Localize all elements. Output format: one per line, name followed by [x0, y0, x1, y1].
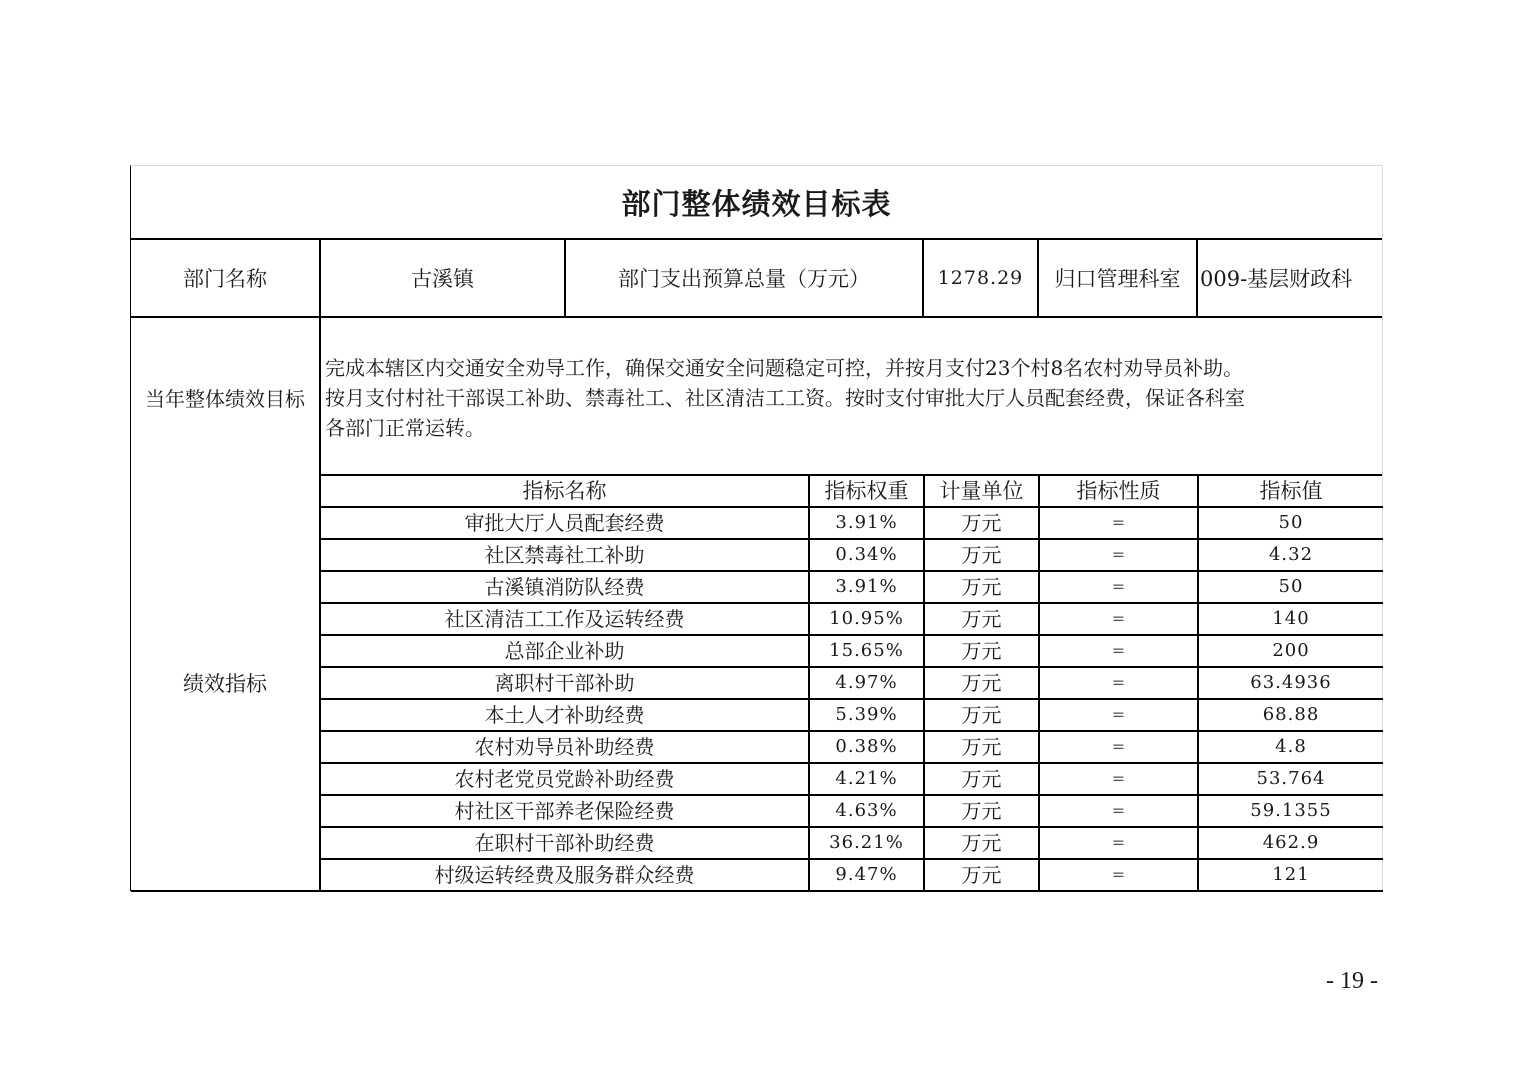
indicator-name: 本土人才补助经费: [320, 699, 809, 731]
indicator-value: 200: [1198, 635, 1383, 667]
indicator-nature: =: [1039, 763, 1198, 795]
indicator-unit: 万元: [924, 635, 1039, 667]
indicator-unit: 万元: [924, 539, 1039, 571]
indicator-nature: =: [1039, 667, 1198, 699]
table-title: 部门整体绩效目标表: [131, 166, 1382, 240]
indicator-unit: 万元: [924, 859, 1039, 891]
table-row: [320, 507, 1383, 539]
indicator-name: 总部企业补助: [320, 635, 809, 667]
mgmt-value: 009-基层财政科: [1196, 240, 1382, 318]
indicator-unit: 万元: [924, 763, 1039, 795]
indicator-nature: =: [1039, 827, 1198, 859]
goal-label: 当年整体绩效目标: [145, 386, 305, 411]
indicator-weight: 0.34%: [809, 539, 924, 571]
budget-label: 部门支出预算总量（万元）: [564, 240, 922, 318]
indicator-nature: =: [1039, 699, 1198, 731]
indicator-value: 63.4936: [1198, 667, 1383, 699]
page-number: - 19 -: [1326, 968, 1378, 994]
goal-text: [319, 318, 1382, 476]
indicator-name: 审批大厅人员配套经费: [320, 507, 809, 539]
indicator-weight: 4.63%: [809, 795, 924, 827]
goal-line: 按月支付村社干部误工补助、禁毒社工、社区清洁工工资。按时支付审批大厅人员配套经费，保证各科室: [325, 386, 1245, 410]
indicator-unit: 万元: [924, 731, 1039, 763]
indicator-unit: 万元: [924, 795, 1039, 827]
indicator-weight: 9.47%: [809, 859, 924, 891]
indicator-nature: =: [1039, 603, 1198, 635]
indicator-name: 离职村干部补助: [320, 667, 809, 699]
indicator-value: 140: [1198, 603, 1383, 635]
indicator-name: 农村老党员党龄补助经费: [320, 763, 809, 795]
indicator-weight: 3.91%: [809, 507, 924, 539]
col-header: 指标性质: [1039, 476, 1198, 507]
indicator-value: 4.32: [1198, 539, 1383, 571]
indicator-name: 村社区干部养老保险经费: [320, 795, 809, 827]
indicator-unit: 万元: [924, 667, 1039, 699]
indicator-name: 社区禁毒社工补助: [320, 539, 809, 571]
table-row: [320, 539, 1383, 571]
indicator-weight: 5.39%: [809, 699, 924, 731]
table-row: [320, 635, 1383, 667]
table-row: [320, 667, 1383, 699]
table-row: [320, 571, 1383, 603]
indicator-unit: 万元: [924, 603, 1039, 635]
table-row: [320, 795, 1383, 827]
indicator-name: 农村劝导员补助经费: [320, 731, 809, 763]
indicator-name: 社区清洁工工作及运转经费: [320, 603, 809, 635]
indicators-table: [319, 476, 1383, 892]
indicator-nature: =: [1039, 795, 1198, 827]
indicator-value: 59.1355: [1198, 795, 1383, 827]
table-row: [320, 763, 1383, 795]
table-row: [320, 859, 1383, 891]
col-header: 指标权重: [809, 476, 924, 507]
indicators-header-row: [320, 476, 1383, 507]
col-header: 计量单位: [924, 476, 1039, 507]
indicator-unit: 万元: [924, 827, 1039, 859]
goal-lines: [325, 353, 1245, 443]
indicator-value: 50: [1198, 571, 1383, 603]
table-row: [320, 731, 1383, 763]
indicator-value: 462.9: [1198, 827, 1383, 859]
indicator-weight: 4.21%: [809, 763, 924, 795]
indicator-value: 68.88: [1198, 699, 1383, 731]
indicator-weight: 4.97%: [809, 667, 924, 699]
table-row: [320, 827, 1383, 859]
goal-line: 各部门正常运转。: [325, 416, 485, 440]
indicator-unit: 万元: [924, 699, 1039, 731]
indicator-weight: 15.65%: [809, 635, 924, 667]
indicator-nature: =: [1039, 859, 1198, 891]
indicator-unit: 万元: [924, 507, 1039, 539]
indicator-nature: =: [1039, 571, 1198, 603]
dept-name-value: 古溪镇: [319, 240, 564, 318]
indicator-value: 53.764: [1198, 763, 1383, 795]
col-header: 指标名称: [320, 476, 809, 507]
indicators-label: 绩效指标: [131, 476, 319, 892]
goal-line: 完成本辖区内交通安全劝导工作，确保交通安全问题稳定可控，并按月支付23个村8名农村劝导员补助。: [325, 356, 1244, 380]
indicator-weight: 36.21%: [809, 827, 924, 859]
indicator-value: 4.8: [1198, 731, 1383, 763]
mgmt-label: 归口管理科室: [1037, 240, 1196, 318]
indicator-nature: =: [1039, 635, 1198, 667]
col-header: 指标值: [1198, 476, 1383, 507]
table-row: [320, 603, 1383, 635]
indicator-value: 121: [1198, 859, 1383, 891]
indicator-weight: 0.38%: [809, 731, 924, 763]
indicator-nature: =: [1039, 507, 1198, 539]
indicator-weight: 3.91%: [809, 571, 924, 603]
dept-name-label: 部门名称: [131, 240, 319, 318]
indicator-name: 在职村干部补助经费: [320, 827, 809, 859]
indicator-name: 村级运转经费及服务群众经费: [320, 859, 809, 891]
indicator-weight: 10.95%: [809, 603, 924, 635]
indicator-nature: =: [1039, 731, 1198, 763]
indicator-nature: =: [1039, 539, 1198, 571]
indicator-unit: 万元: [924, 571, 1039, 603]
table-row: [320, 699, 1383, 731]
indicator-value: 50: [1198, 507, 1383, 539]
budget-value: 1278.29: [922, 240, 1037, 318]
indicator-name: 古溪镇消防队经费: [320, 571, 809, 603]
performance-table: [130, 165, 1383, 891]
